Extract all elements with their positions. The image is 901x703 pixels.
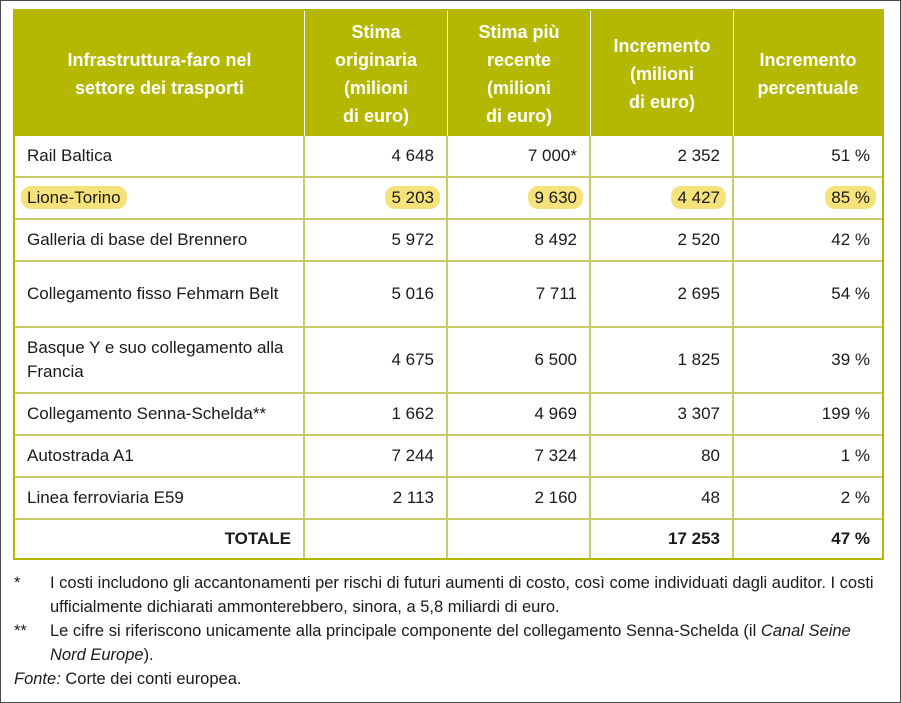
footnote-2 (14, 619, 884, 667)
footnote-2-italic: Canal Seine Nord Europe (50, 622, 851, 664)
cell-recent: 2 160 (448, 478, 591, 520)
cell-percentage: 42 % (734, 220, 882, 262)
cell-increase: 2 520 (591, 220, 734, 262)
table-row (15, 478, 882, 520)
cell-percentage: 51 % (734, 136, 882, 178)
cell-original: 2 113 (305, 478, 448, 520)
footnote-2-marker: ** (14, 622, 27, 640)
highlight-marker: Lione-Torino (21, 186, 127, 209)
table-row (15, 436, 882, 478)
table-row (15, 262, 882, 328)
header-recent-estimate: Stima più recente (milioni di euro) (448, 11, 591, 136)
table-row (15, 328, 882, 394)
cell-percentage: 2 % (734, 478, 882, 520)
cell-original: 5 972 (305, 220, 448, 262)
highlight-marker: 4 427 (671, 186, 726, 209)
total-percentage: 47 % (831, 529, 870, 548)
source-label: Fonte: (14, 670, 61, 688)
source-text: Corte dei conti europea. (60, 670, 242, 688)
cell-original: 7 244 (305, 436, 448, 478)
cell-increase: 48 (591, 478, 734, 520)
cell-infrastructure (15, 178, 305, 220)
cell-increase: 3 307 (591, 394, 734, 436)
total-increase: 17 253 (591, 520, 734, 558)
cell-increase (591, 178, 734, 220)
cell-infrastructure: Galleria di base del Brennero (15, 220, 305, 262)
highlight-marker: 9 630 (528, 186, 583, 209)
cell-recent: 6 500 (448, 328, 591, 394)
cell-recent (448, 178, 591, 220)
header-infrastructure: Infrastruttura-faro nel settore dei trasporti (15, 11, 305, 136)
total-label: TOTALE (15, 520, 305, 558)
cell-original: 4 675 (305, 328, 448, 394)
cell-percentage: 1 % (734, 436, 882, 478)
footnote-1 (14, 571, 884, 619)
table-row (15, 394, 882, 436)
header-increase: Incremento (milioni di euro) (591, 11, 734, 136)
cell-increase: 80 (591, 436, 734, 478)
cell-original: 1 662 (305, 394, 448, 436)
cost-table-wrapper (13, 9, 884, 560)
cell-recent: 4 969 (448, 394, 591, 436)
table-row (15, 220, 882, 262)
cell-infrastructure: Collegamento Senna-Schelda** (15, 394, 305, 436)
cell-infrastructure: Linea ferroviaria E59 (15, 478, 305, 520)
cell-percentage (734, 178, 882, 220)
cell-original (305, 178, 448, 220)
cell-increase: 2 352 (591, 136, 734, 178)
cell-recent: 7 711 (448, 262, 591, 328)
cell-infrastructure: Basque Y e suo collegamento alla Francia (15, 328, 305, 394)
cell-increase: 1 825 (591, 328, 734, 394)
cell-infrastructure: Rail Baltica (15, 136, 305, 178)
cell-original: 4 648 (305, 136, 448, 178)
header-original-estimate: Stima originaria (milioni di euro) (305, 11, 448, 136)
highlight-marker: 5 203 (385, 186, 440, 209)
footnote-1-text: I costi includono gli accantonamenti per rischi di futuri aumenti di costo, così come individuati dagli auditor. I costi ufficialmente dichiarati ammonterebbero, sinora, a 5,8 miliardi di euro. (50, 574, 874, 616)
footnotes (14, 571, 884, 691)
cost-table (13, 9, 884, 560)
footnote-1-marker: * (14, 574, 21, 592)
cell-percentage: 39 % (734, 328, 882, 394)
cell-infrastructure: Autostrada A1 (15, 436, 305, 478)
cell-recent: 7 324 (448, 436, 591, 478)
footnote-2-text: Le cifre si riferiscono unicamente alla principale componente del collegamento Senna-Schelda (il Canal Seine Nord Europe). (50, 622, 851, 664)
cell-percentage: 54 % (734, 262, 882, 328)
header-percentage-increase: Incremento percentuale (734, 11, 882, 136)
cell-recent: 8 492 (448, 220, 591, 262)
cell-percentage: 199 % (734, 394, 882, 436)
total-row (15, 520, 882, 558)
cell-recent: 7 000* (448, 136, 591, 178)
cell-original: 5 016 (305, 262, 448, 328)
cell-increase: 2 695 (591, 262, 734, 328)
highlight-marker: 85 % (825, 186, 876, 209)
header-row (15, 11, 882, 136)
total-original (305, 520, 448, 558)
table-row-highlighted (15, 178, 882, 220)
total-recent (448, 520, 591, 558)
table-row (15, 136, 882, 178)
cell-infrastructure: Collegamento fisso Fehmarn Belt (15, 262, 305, 328)
source-line (14, 667, 884, 691)
